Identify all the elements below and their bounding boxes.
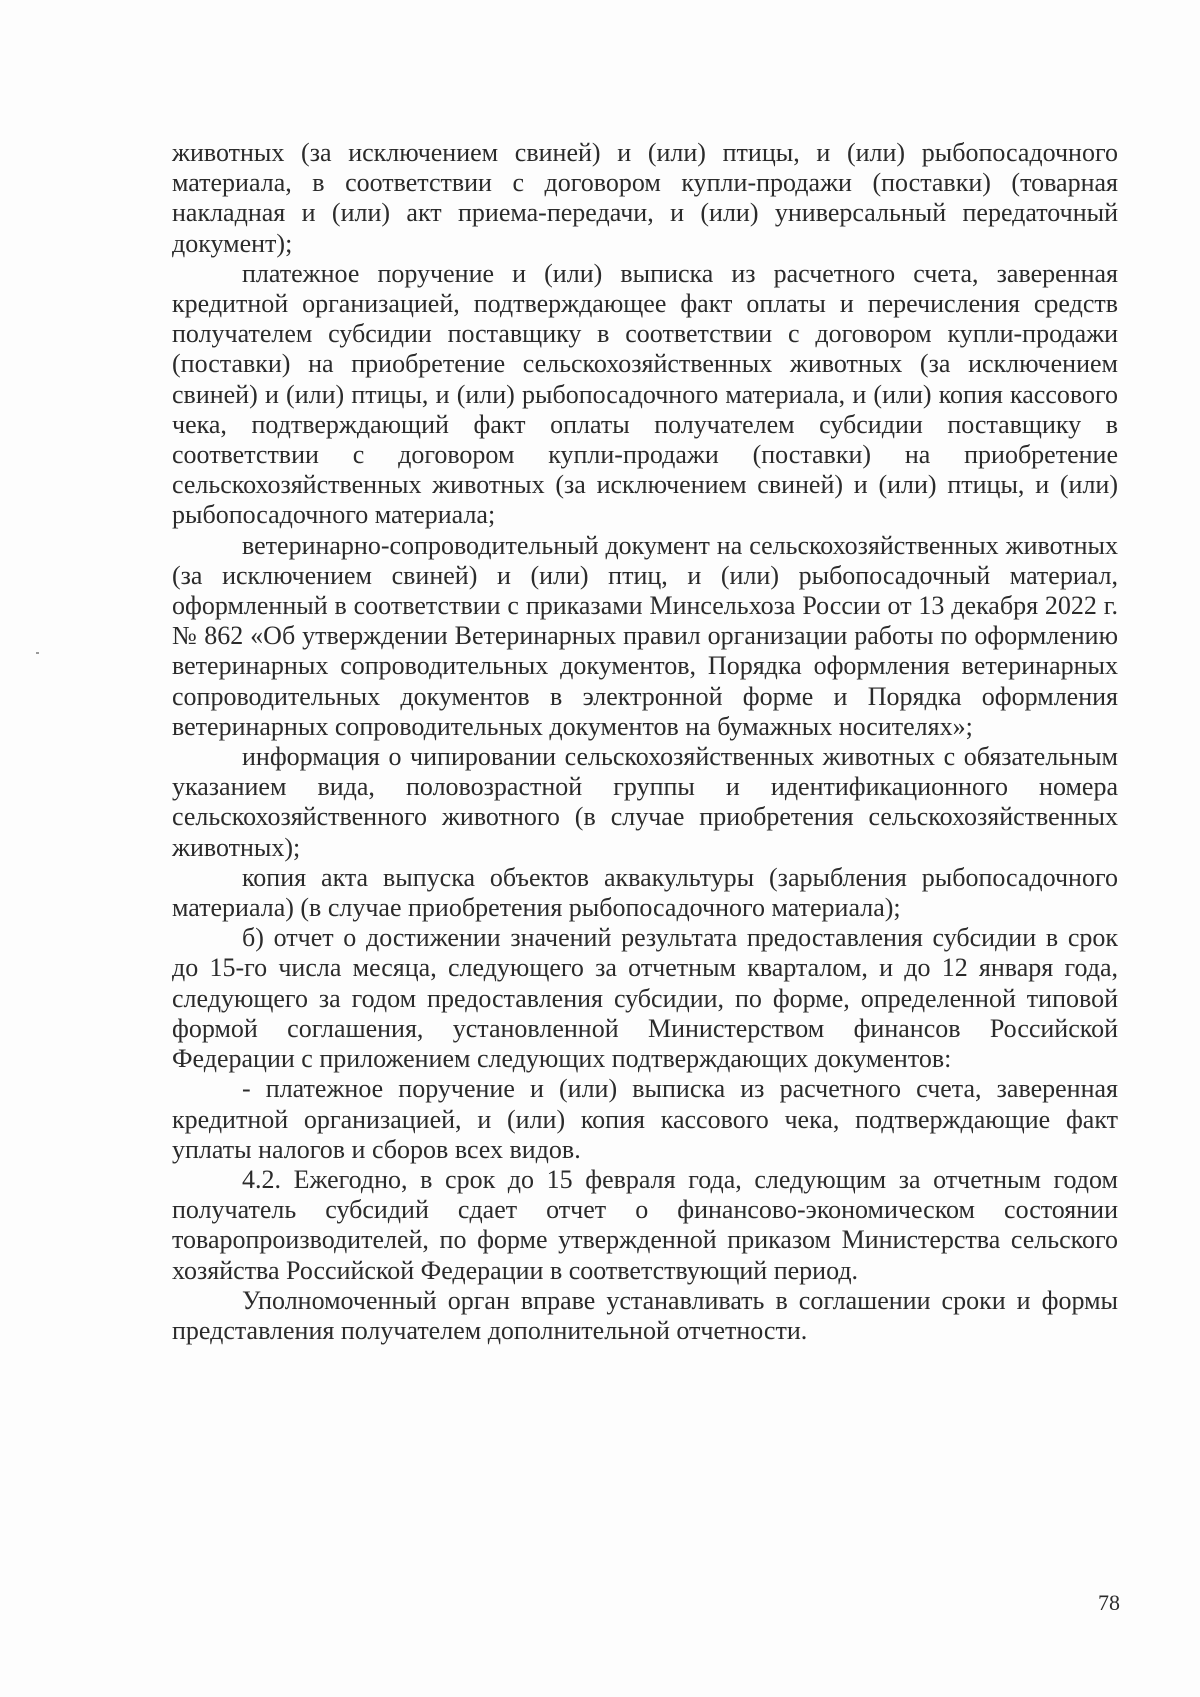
paragraph-continuation: животных (за исключением свиней) и (или) птицы, и (или) рыбопосадочного материала, в соответствии с договором купли-продажи (поставки) (товарная накладная и (или) акт приема-передачи, и (или) универсальный передаточный документ); <box>172 138 1118 258</box>
paragraph-aquaculture-act: копия акта выпуска объектов аквакультуры (зарыбления рыбопосадочного материала) (в случае приобретения рыбопосадочного материала); <box>172 862 1118 923</box>
paragraph-chipping-info: информация о чипировании сельскохозяйственных животных с обязательным указанием вида, половозрастной группы и идентификационного номера сельскохозяйственного животного (в случае приобретения сельскохозяйственных животных); <box>172 742 1118 862</box>
paragraph-authorized-body: Уполномоченный орган вправе устанавливать в соглашении сроки и формы представления получателем дополнительной отчетности. <box>172 1285 1118 1345</box>
paragraph-payment-order: платежное поручение и (или) выписка из расчетного счета, заверенная кредитной организацией, подтверждающее факт оплаты и перечисления средств получателем субсидии поставщику в соответствии с договором купли-продажи (поставки) на приобретение сельскохозяйственных животных (за исключением свиней) и (или) птицы, и (или) рыбопосадочного материала, и (или) копия кассового чека, подтверждающий факт оплаты получателем субсидии поставщику в соответствии с договором купли-продажи (поставки) на приобретение сельскохозяйственных животных (за исключением свиней) и (или) птицы, и (или) рыбопосадочного материала; <box>172 258 1118 530</box>
document-body <box>172 138 1118 1346</box>
paragraph-report-b: б) отчет о достижении значений результата предоставления субсидии в срок до 15-го числа месяца, следующего за отчетным кварталом, и до 12 января года, следующего за годом предоставления субсидии, по форме, определенной типовой формой соглашения, установленной Министерством финансов Российской Федерации с приложением следующих подтверждающих документов: <box>172 923 1118 1074</box>
paragraph-section-4-2: 4.2. Ежегодно, в срок до 15 февраля года, следующим за отчетным годом получатель субсидий сдает отчет о финансово-экономическом состоянии товаропроизводителей, по форме утвержденной приказом Министерства сельского хозяйства Российской Федерации в соответствующий период. <box>172 1164 1118 1285</box>
paragraph-tax-payment: - платежное поручение и (или) выписка из расчетного счета, заверенная кредитной организацией, и (или) копия кассового чека, подтверждающие факт уплаты налогов и сборов всех видов. <box>172 1074 1118 1164</box>
page-number: 78 <box>1098 1590 1120 1615</box>
scan-speck <box>36 652 39 654</box>
paragraph-veterinary-document: ветеринарно-сопроводительный документ на сельскохозяйственных животных (за исключением свиней) и (или) птиц, и (или) рыбопосадочный материал, оформленный в соответствии с приказами Минсельхоза России от 13 декабря 2022 г. № 862 «Об утверждении Ветеринарных правил организации работы по оформлению ветеринарных сопроводительных документов, Порядка оформления ветеринарных сопроводительных документов в электронной форме и Порядка оформления ветеринарных сопроводительных документов на бумажных носителях»; <box>172 530 1118 741</box>
